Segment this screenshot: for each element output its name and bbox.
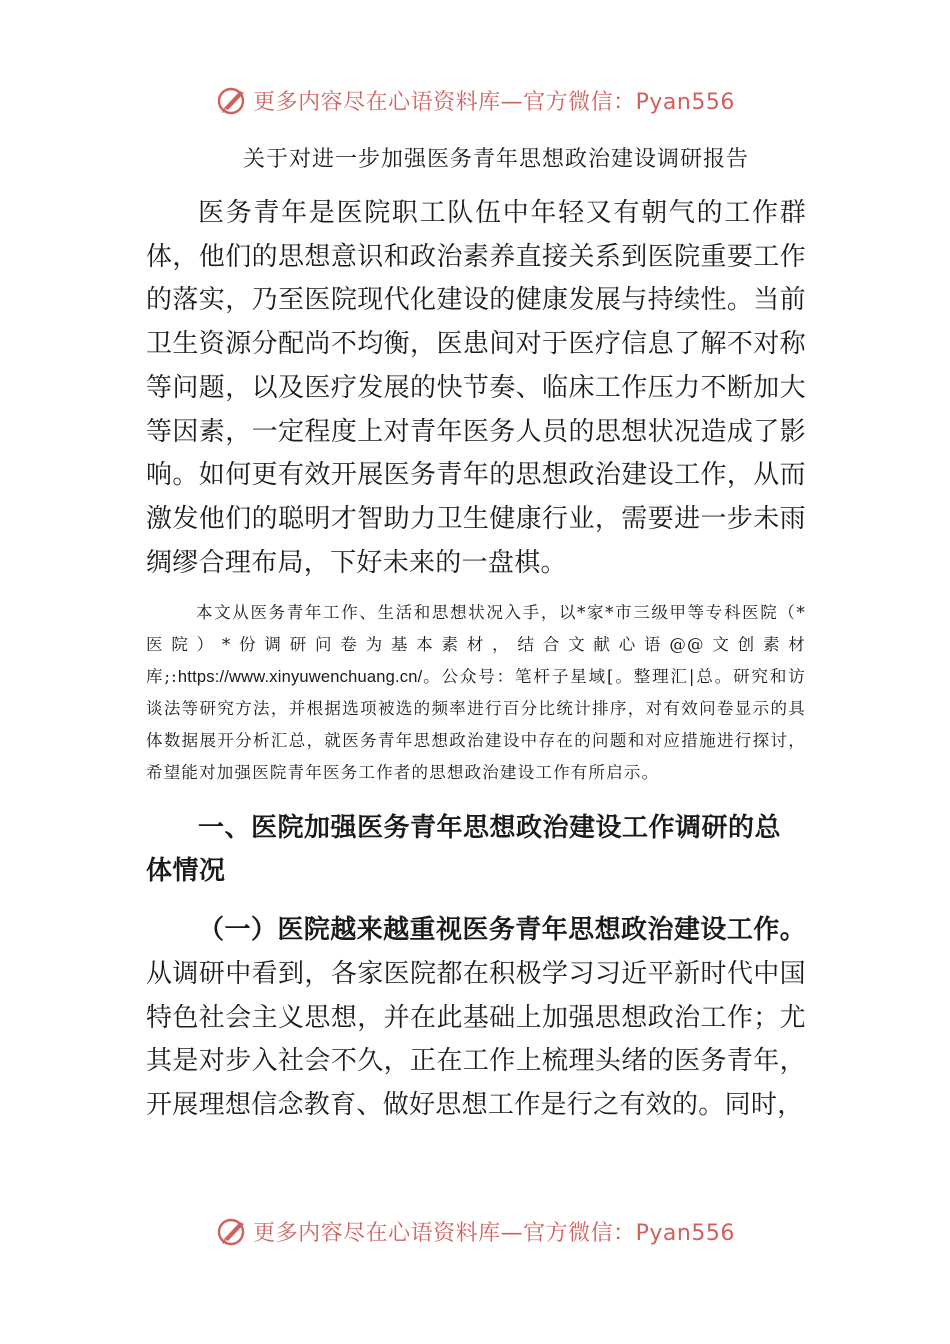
document-title: 关于对进一步加强医务青年思想政治建设调研报告 [242,147,749,172]
intro-paragraph: 医务青年是医院职工队伍中年轻又有朝气的工作群体，他们的思想意识和政治素养直接关系到医院重要工作的落实，乃至医院现代化建设的健康发展与持续性。当前卫生资源分配尚不均衡，医患间对于医疗信息了解不对称等问题，以及医疗发展的快节奏、临床工作压力不断加大等因素，一定程度上对青年医务人员的思想状况造成了影响。如何更有效开展医务青年的思想政治建设工作，从而激发他们的聪明才智助力卫生健康行业，需要进一步未雨绸缪合理布局，下好未来的一盘棋。 [146,198,806,578]
watermark-text: 更多内容尽在心语资料库—官方微信：Pyan556 [253,89,735,115]
watermark-text: 更多内容尽在心语资料库—官方微信：Pyan556 [253,1220,735,1246]
document-body [146,142,806,1128]
pen-logo-icon [215,83,249,117]
section-1-heading: 一、医院加强医务青年思想政治建设工作调研的总体情况 [146,813,782,887]
watermark-banner-bottom [0,1213,950,1249]
method-text-2: 。公众号：笔杆子星域[。整理汇|总。研究和访谈法等研究方法，并根据选项被选的频率进行百分比统计排序，对有效问卷显示的具体数据展开分析汇总，就医务青年思想政治建设中存在的问题和对应措施进行探讨，希望能对加强医院青年医务工作者的思想政治建设工作有所启示。 [146,667,807,783]
subsection-1-text: 从调研中看到，各家医院都在积极学习习近平新时代中国特色社会主义思想，并在此基础上加强思想政治工作；尤其是对步入社会不久，正在工作上梳理头绪的医务青年，开展理想信念教育、做好思想工作是行之有效的。同时， [146,959,806,1121]
source-url: https://www.xinyuwenchuang.cn/ [177,668,423,687]
pen-logo-icon [215,1214,249,1248]
method-paragraph [146,597,806,789]
watermark-banner-top [0,82,950,118]
method-text-1: 本文从医务青年工作、生活和思想状况入手，以*家*市三级甲等专科医院（*医院）*份调研问卷为基本素材，结合文献心语@@文创素材库;: [146,603,806,687]
subsection-1-heading: （一）医院越来越重视医务青年思想政治建设工作。 [198,915,806,946]
subsection-1-paragraph [146,909,806,1128]
